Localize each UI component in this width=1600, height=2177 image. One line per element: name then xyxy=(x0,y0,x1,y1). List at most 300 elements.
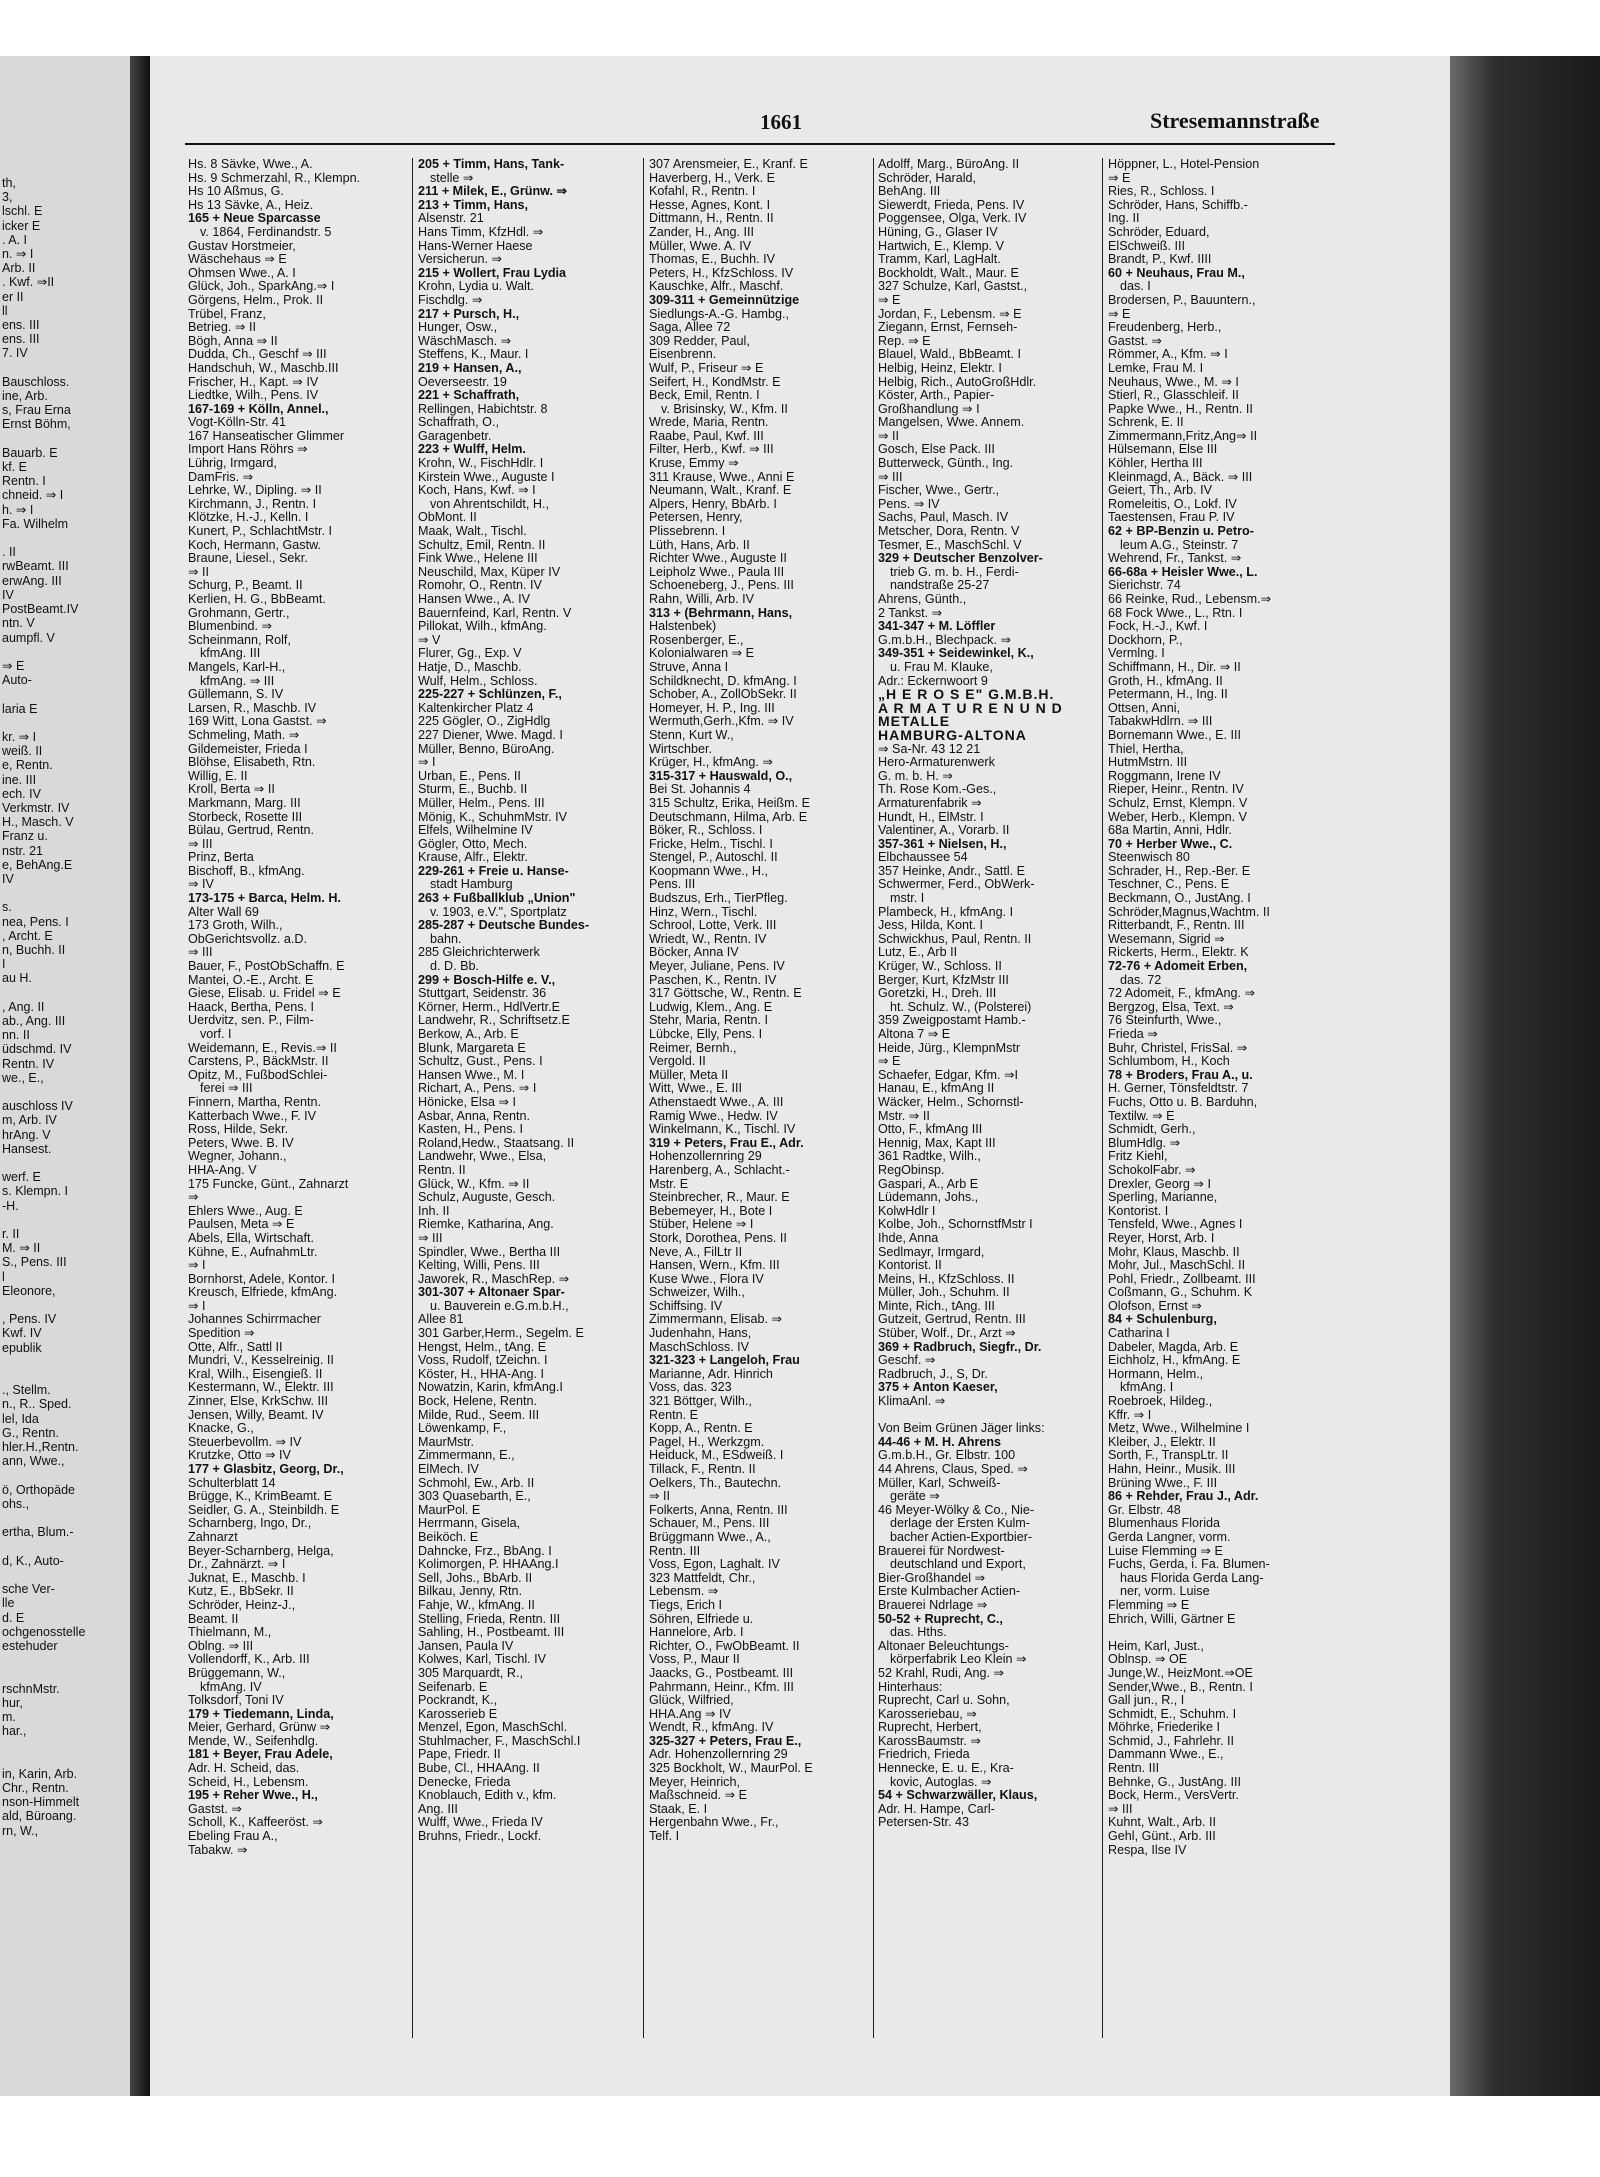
left-fragment-line: har., xyxy=(2,1724,27,1739)
directory-entry: ⇒ E xyxy=(1108,171,1131,185)
directory-entry: Fuchs, Otto u. B. Barduhn, xyxy=(1108,1095,1258,1109)
left-fragment-line: hur, xyxy=(2,1695,23,1710)
directory-entry: Schröder, Heinz-J., xyxy=(188,1598,296,1612)
directory-entry: Textilw. ⇒ E xyxy=(1108,1109,1175,1123)
left-fragment-line: Auto- xyxy=(2,673,32,688)
directory-entry: 301 Garber,Herm., Segelm. E xyxy=(418,1327,584,1341)
directory-entry: 375 + Anton Kaeser, xyxy=(878,1381,998,1395)
directory-entry: Handschuh, W., Maschb.III xyxy=(188,361,339,375)
directory-entry: Rentn. E xyxy=(649,1408,699,1422)
left-fragment-line: s, Frau Erna xyxy=(2,403,71,418)
directory-entry: ObMont. II xyxy=(418,511,477,525)
directory-entry: u. Frau M. Klauke, xyxy=(890,660,993,674)
directory-entry: 263 + Fußballklub „Union" xyxy=(418,892,576,906)
left-fragment-line xyxy=(2,432,135,446)
directory-entry: haus Florida Gerda Lang- xyxy=(1120,1571,1264,1585)
directory-entry: Ramig Wwe., Hedw. IV xyxy=(649,1109,778,1123)
directory-entry: Wulf, P., Friseur ⇒ E xyxy=(649,361,764,375)
directory-entry: Kleiber, J., Elektr. II xyxy=(1108,1435,1216,1449)
directory-entry: Schulterblatt 14 xyxy=(188,1476,276,1490)
directory-entry: Thielmann, M., xyxy=(188,1626,272,1640)
directory-entry: Blöhse, Elisabeth, Rtn. xyxy=(188,756,316,770)
directory-entry: 285-287 + Deutsche Bundes- xyxy=(418,919,590,933)
directory-entry: v. 1903, e.V.", Sportplatz xyxy=(430,905,567,919)
directory-entry: Poggensee, Olga, Verk. IV xyxy=(878,212,1027,226)
directory-entry: Ruprecht, Carl u. Sohn, xyxy=(878,1694,1010,1708)
left-fragment-line: ntn. V xyxy=(2,616,35,631)
directory-entry: „H E R O S E" G.M.B.H. xyxy=(878,688,1055,702)
directory-entry: Krohn, W., FischHdlr. I xyxy=(418,457,544,471)
directory-entry: Schweizer, Wilh., xyxy=(649,1286,745,1300)
left-fragment-line xyxy=(2,1085,135,1099)
directory-entry: Meins, H., KfzSchloss. II xyxy=(878,1272,1015,1286)
directory-entry: Voss, Rudolf, tZeichn. I xyxy=(418,1354,548,1368)
directory-entry: Junge,W., HeizMont.⇒OE xyxy=(1108,1666,1253,1680)
directory-entry: Meier, Gerhard, Grünw ⇒ xyxy=(188,1721,331,1735)
directory-entry: 285 Gleichrichterwerk xyxy=(418,946,540,960)
directory-entry: 211 + Milek, E., Grünw. ⇒ xyxy=(418,185,568,199)
left-fragment-line: epublik xyxy=(2,1340,42,1355)
directory-entry: v. Brisinsky, W., Kfm. II xyxy=(661,402,788,416)
directory-entry: Asbar, Anna, Rentn. xyxy=(418,1109,531,1123)
directory-entry: Pagel, H., Werkzgm. xyxy=(649,1435,765,1449)
directory-entry: Vogt-Kölln-Str. 41 xyxy=(188,416,287,430)
column-divider xyxy=(1102,158,1103,2038)
directory-entry: Bruhns, Friedr., Lockf. xyxy=(418,1830,542,1844)
directory-entry: Blauel, Wald., BbBeamt. I xyxy=(878,348,1022,362)
directory-entry: Kutz, E., BbSekr. II xyxy=(188,1585,294,1599)
directory-entry: Böker, R., Schloss. I xyxy=(649,824,763,838)
directory-entry: Catharina I xyxy=(1108,1327,1170,1341)
directory-entry: Hs 10 Aßmus, G. xyxy=(188,185,284,199)
directory-entry: Stehr, Maria, Rentn. I xyxy=(649,1014,768,1028)
directory-entry: Köhler, Hertha III xyxy=(1108,457,1203,471)
directory-entry: Schröder,Magnus,Wachtm. II xyxy=(1108,905,1270,919)
directory-entry: Müller, Karl, Schweiß- xyxy=(878,1476,1001,1490)
directory-entry: Otte, Alfr., Sattl II xyxy=(188,1340,283,1354)
directory-entry: Schoeneberg, J., Pens. III xyxy=(649,579,794,593)
directory-entry: 309-311 + Gemeinnützige xyxy=(649,293,800,307)
directory-entry: Gr. Elbstr. 48 xyxy=(1108,1503,1181,1517)
directory-entry: Gustav Horstmeier, xyxy=(188,239,296,253)
directory-entry: 221 + Schaffrath, xyxy=(418,389,520,403)
directory-entry: Höppner, L., Hotel-Pension xyxy=(1108,158,1260,171)
directory-entry: Marianne, Adr. Hinrich xyxy=(649,1367,773,1381)
directory-entry: Hanau, E., kfmAng II xyxy=(878,1082,995,1096)
directory-entry: Minte, Rich., tAng. III xyxy=(878,1299,995,1313)
directory-entry: Judenhahn, Hans, xyxy=(649,1327,752,1341)
directory-entry: Lebensm. ⇒ xyxy=(649,1585,719,1599)
left-fragment-line: Ernst Böhm, xyxy=(2,417,71,432)
left-fragment-line: th, xyxy=(2,176,16,190)
left-fragment-line: chneid. ⇒ I xyxy=(2,488,64,503)
left-fragment-line: Arb. II xyxy=(2,261,36,276)
left-fragment-line: s. Klempn. I xyxy=(2,1184,68,1199)
directory-entry: ⇒ E xyxy=(878,1055,901,1069)
directory-entry: 317 Göttsche, W., Rentn. E xyxy=(649,987,802,1001)
directory-entry: Bergzog, Elsa, Text. ⇒ xyxy=(1108,1000,1234,1014)
directory-entry: Hs. 8 Sävke, Wwe., A. xyxy=(188,158,313,171)
directory-entry: d. D. Bb. xyxy=(430,960,479,974)
directory-entry: v. 1864, Ferdinandstr. 5 xyxy=(200,225,332,239)
left-fragment-line: werf. E xyxy=(2,1170,41,1185)
left-fragment-line xyxy=(2,716,135,730)
directory-entry: 357 Heinke, Andr., Sattl. E xyxy=(878,864,1026,878)
directory-entry: Hansen Wwe., A. IV xyxy=(418,593,530,606)
directory-entry: Brüggmann Wwe., A., xyxy=(649,1530,771,1544)
directory-entry: Folkerts, Anna, Rentn. III xyxy=(649,1503,788,1517)
directory-entry: Witt, Wwe., E. III xyxy=(649,1082,743,1096)
directory-entry: Riemke, Katharina, Ang. xyxy=(418,1218,554,1232)
directory-entry: Menzel, Egon, MaschSchl. xyxy=(418,1721,568,1735)
directory-entry: 84 + Schulenburg, xyxy=(1108,1313,1217,1327)
directory-entry: Kirchmann, J., Rentn. I xyxy=(188,497,317,511)
directory-entry: Armaturenfabrik ⇒ xyxy=(878,796,982,810)
directory-entry: KolwHdlr I xyxy=(878,1204,936,1218)
directory-entry: Bauer, F., PostObSchaffn. E xyxy=(188,960,345,974)
left-fragment-line: d. E xyxy=(2,1610,25,1625)
directory-entry: Kopp, A., Rentn. E xyxy=(649,1422,753,1436)
directory-entry: 307 Arensmeier, E., Kranf. E xyxy=(649,158,808,171)
directory-entry: Haverberg, H., Verk. E xyxy=(649,171,775,185)
left-fragment-line: rschnMstr. xyxy=(2,1681,60,1696)
directory-entry: RegObinsp. xyxy=(878,1163,945,1177)
left-fragment-line: nea, Pens. I xyxy=(2,914,69,929)
directory-entry: das. I xyxy=(1120,280,1151,294)
left-fragment-line: H., Masch. V xyxy=(2,815,74,830)
directory-entry: Karosserieb E xyxy=(418,1707,498,1721)
directory-entry: stadt Hamburg xyxy=(430,878,513,892)
directory-entry: Kauschke, Alfr., Maschf. xyxy=(649,280,784,294)
directory-entry: Dudda, Ch., Geschf ⇒ III xyxy=(188,348,327,362)
directory-entry: Teschner, C., Pens. E xyxy=(1108,878,1230,892)
directory-entry: Athenstaedt Wwe., A. III xyxy=(649,1095,784,1109)
directory-entry: Papke Wwe., H., Rentn. II xyxy=(1108,402,1253,416)
directory-entry: Schlumbom, H., Koch xyxy=(1108,1055,1230,1069)
directory-entry: Lübcke, Elly, Pens. I xyxy=(649,1028,763,1041)
directory-entry: Löwenkamp, F., xyxy=(418,1422,507,1436)
directory-entry: A R M A T U R E N U N D xyxy=(878,701,1063,716)
left-fragment-line: rwBeamt. III xyxy=(2,559,69,574)
directory-entry: Wriedt, W., Rentn. IV xyxy=(649,932,767,946)
directory-entry: 225-227 + Schlünzen, F., xyxy=(418,688,562,702)
directory-entry: Gildemeister, Frieda I xyxy=(188,742,308,756)
directory-entry: geräte ⇒ xyxy=(890,1490,940,1504)
directory-entry: 2 Tankst. ⇒ xyxy=(878,606,943,620)
directory-entry: Schrool, Lotte, Verk. III xyxy=(649,919,777,933)
directory-entry: Hennecke, E. u. E., Kra- xyxy=(878,1762,1014,1776)
directory-entry: 169 Witt, Lona Gastst. ⇒ xyxy=(188,715,327,729)
directory-entry: Gall jun., R., I xyxy=(1108,1694,1185,1708)
directory-entry: Kestermann, W., Elektr. III xyxy=(188,1381,334,1395)
directory-entry: Hönicke, Elsa ⇒ I xyxy=(418,1095,517,1109)
directory-entry: Hans-Werner Haese xyxy=(418,239,533,253)
directory-entry: Markmann, Marg. III xyxy=(188,796,301,810)
directory-entry: MaurMstr. xyxy=(418,1435,474,1449)
left-fragment-line xyxy=(2,886,135,900)
directory-entry: Maßschneid. ⇒ E xyxy=(649,1789,748,1803)
directory-entry: Sturm, E., Buchb. II xyxy=(418,783,528,797)
directory-entry: Rentn. III xyxy=(649,1544,701,1558)
directory-entry: Rickerts, Herm., Elektr. K xyxy=(1108,946,1249,960)
left-fragment-line: laria E xyxy=(2,701,38,716)
directory-entry: kfmAng. ⇒ III xyxy=(200,674,275,688)
directory-entry: 66 Reinke, Rud., Lebensm.⇒ xyxy=(1108,593,1272,606)
directory-entry: Giese, Elisab. u. Fridel ⇒ E xyxy=(188,987,341,1001)
directory-entry: Hatje, D., Maschb. xyxy=(418,660,522,674)
directory-entry: Ihde, Anna xyxy=(878,1231,939,1245)
directory-entry: Valentiner, A., Vorarb. II xyxy=(878,824,1010,838)
directory-entry: Ross, Hilde, Sekr. xyxy=(188,1123,289,1137)
page-edge xyxy=(1450,56,1600,2096)
directory-entry: Tolksdorf, Toni IV xyxy=(188,1694,284,1708)
directory-entry: Zahnarzt xyxy=(188,1530,238,1544)
left-fragment-line: . A. I xyxy=(2,232,28,247)
directory-entry: Flemming ⇒ E xyxy=(1108,1598,1190,1612)
left-fragment-line: h. ⇒ I xyxy=(2,502,34,517)
directory-entry: 72-76 + Adomeit Erben, xyxy=(1108,960,1248,974)
left-fragment-line: nn. II xyxy=(2,1028,30,1043)
left-fragment-line: estehuder xyxy=(2,1638,58,1653)
directory-entry: Allee 81 xyxy=(418,1313,464,1327)
directory-entry: Meyer, Juliane, Pens. IV xyxy=(649,960,785,974)
directory-entry xyxy=(878,1409,1100,1423)
directory-entry: Taestensen, Frau P. IV xyxy=(1108,511,1235,525)
directory-entry: Heiduck, M., ESdweiß. I xyxy=(649,1449,784,1463)
directory-entry: Tabakw. ⇒ xyxy=(188,1843,248,1857)
directory-entry: 325 Bockholt, W., MaurPol. E xyxy=(649,1762,813,1776)
directory-entry: Fricke, Helm., Tischl. I xyxy=(649,837,773,851)
directory-entry: Fischdlg. ⇒ xyxy=(418,293,483,307)
directory-entry: Frieda ⇒ xyxy=(1108,1028,1158,1041)
directory-entry: Gerda Langner, vorm. xyxy=(1108,1530,1231,1544)
directory-entry: Schaffrath, O., xyxy=(418,416,499,430)
directory-entry: Kolonialwaren ⇒ E xyxy=(649,647,755,661)
left-fragment-line: Bauarb. E xyxy=(2,445,58,460)
directory-entry: Hannelore, Arb. I xyxy=(649,1626,744,1640)
directory-entry: Blunk, Margareta E xyxy=(418,1041,526,1055)
directory-entry: Opitz, M., FußbodSchlei- xyxy=(188,1068,328,1082)
directory-entry: leum A.G., Steinstr. 7 xyxy=(1120,538,1239,552)
directory-entry: 319 + Peters, Frau E., Adr. xyxy=(649,1136,804,1150)
directory-entry: Erste Kulmbacher Actien- xyxy=(878,1585,1021,1599)
directory-entry: 315-317 + Hauswald, O., xyxy=(649,769,793,783)
directory-entry: Stuttgart, Seidenstr. 36 xyxy=(418,987,547,1001)
directory-entry: 223 + Wulff, Helm. xyxy=(418,443,526,457)
directory-entry: Ehlers Wwe., Aug. E xyxy=(188,1204,303,1218)
directory-entry: ⇒ IV xyxy=(188,878,214,892)
left-fragment-line xyxy=(2,1369,135,1383)
left-fragment-line: m. xyxy=(2,1709,16,1724)
directory-entry: 165 + Neue Sparcasse xyxy=(188,212,321,226)
directory-entry: Abels, Ella, Wirtschaft. xyxy=(188,1231,314,1245)
directory-entry: Glück, W., Kfm. ⇒ II xyxy=(418,1177,530,1191)
directory-entry: Krüger, W., Schloss. II xyxy=(878,960,1002,974)
directory-entry: Metz, Wwe., Wilhelmine I xyxy=(1108,1422,1250,1436)
directory-entry: Ries, R., Schloss. I xyxy=(1108,185,1215,199)
directory-entry: MaschSchloss. IV xyxy=(649,1340,750,1354)
left-fragment-line: Rentn. I xyxy=(2,474,46,489)
directory-entry: kfmAng. I xyxy=(1120,1381,1174,1395)
left-fragment-line: 3, xyxy=(2,190,13,205)
left-fragment-line xyxy=(2,1753,135,1767)
left-fragment-line: rn, W., xyxy=(2,1823,39,1838)
directory-entry: Stierl, R., Glasschleif. II xyxy=(1108,389,1239,403)
directory-entry: Seifert, H., KondMstr. E xyxy=(649,375,781,389)
directory-entry: kfmAng. IV xyxy=(200,1680,262,1694)
directory-entry: Kuse Wwe., Flora IV xyxy=(649,1272,764,1286)
directory-entry: Beyer-Scharnberg, Helga, xyxy=(188,1544,334,1558)
directory-entry: Müller, Joh., Schuhm. II xyxy=(878,1286,1010,1300)
directory-entry: Sender,Wwe., B., Rentn. I xyxy=(1108,1680,1253,1694)
directory-entry: Hohenzollernring 29 xyxy=(649,1150,762,1164)
directory-entry: Brauerei für Nordwest- xyxy=(878,1544,1005,1558)
directory-entry: 76 Steinfurth, Wwe., xyxy=(1108,1014,1222,1028)
directory-entry: Wehrend, Fr., Tankst. ⇒ xyxy=(1108,552,1242,566)
directory-entry: Nowatzin, Karin, kfmAng.I xyxy=(418,1381,563,1395)
left-fragment-line: icker E xyxy=(2,218,41,233)
left-fragment-line: Bauschloss. xyxy=(2,374,70,389)
directory-entry: Zimmermann, E., xyxy=(418,1449,515,1463)
left-fragment-line: PostBeamt.IV xyxy=(2,602,79,617)
directory-entry: Görgens, Helm., Prok. II xyxy=(188,293,324,307)
directory-entry: Sierichstr. 74 xyxy=(1108,579,1181,593)
directory-entry: ⇒ III xyxy=(188,946,213,960)
left-fragment-line: nstr. 21 xyxy=(2,843,43,858)
directory-entry: Hansen Wwe., M. I xyxy=(418,1068,525,1082)
directory-entry: 213 + Timm, Hans, xyxy=(418,198,529,212)
directory-entry: Grohmann, Gertr., xyxy=(188,606,290,620)
directory-entry: Drexler, Georg ⇒ I xyxy=(1108,1177,1211,1191)
directory-entry: 86 + Rehder, Frau J., Adr. xyxy=(1108,1490,1259,1504)
directory-entry: Ziegann, Ernst, Fernseh- xyxy=(878,321,1018,335)
directory-entry: BlumHdlg. ⇒ xyxy=(1108,1136,1181,1150)
directory-entry: Körner, Herm., HdlVertr.E xyxy=(418,1000,561,1014)
directory-entry: ⇒ III xyxy=(188,837,213,851)
directory-entry: Willig, E. II xyxy=(188,769,248,783)
directory-entry: Sedlmayr, Irmgard, xyxy=(878,1245,985,1259)
left-fragment-line: lschl. E xyxy=(2,204,43,219)
directory-entry: Krohn, Lydia u. Walt. xyxy=(418,280,534,294)
left-fragment-line xyxy=(2,531,135,545)
directory-entry: Koch, Hermann, Gastw. xyxy=(188,538,321,552)
directory-entry: Oelkers, Th., Bautechn. xyxy=(649,1476,782,1490)
directory-entry: Köster, H., HHA-Ang. I xyxy=(418,1367,544,1381)
left-fragment-line: ens. III xyxy=(2,332,40,347)
directory-entry: 309 Redder, Paul, xyxy=(649,334,750,348)
directory-entry: Hansen, Wern., Kfm. III xyxy=(649,1259,780,1273)
directory-entry: Johannes Schirrmacher xyxy=(188,1313,321,1327)
directory-entry: Pockrandt, K., xyxy=(418,1694,498,1708)
directory-entry: von Ahrentschildt, H., xyxy=(430,497,550,511)
directory-entry: Krüger, H., kfmAng. ⇒ xyxy=(649,756,773,770)
directory-entry: Schmid, J., Fahrlehr. II xyxy=(1108,1734,1234,1748)
directory-entry: Schultz, Gust., Pens. I xyxy=(418,1055,543,1069)
directory-entry: Gehl, Günt., Arb. III xyxy=(1108,1830,1216,1844)
directory-entry: Pens. ⇒ IV xyxy=(878,497,940,511)
left-fragment-line: ech. IV xyxy=(2,786,41,801)
directory-entry: 173-175 + Barca, Helm. H. xyxy=(188,892,341,906)
directory-entry: Koopmann Wwe., H., xyxy=(649,864,768,878)
directory-entry: Kühne, E., AufnahmLtr. xyxy=(188,1245,318,1259)
directory-entry: MaurPol. E xyxy=(418,1503,481,1517)
left-fragment-line xyxy=(2,1568,135,1582)
directory-entry: Hüning, G., Glaser IV xyxy=(878,225,998,239)
directory-entry: Bornhorst, Adele, Kontor. I xyxy=(188,1272,336,1286)
directory-entry: Kofahl, R., Rentn. I xyxy=(649,185,756,199)
directory-entry: bahn. xyxy=(430,932,462,946)
directory-entry: Kreusch, Elfriede, kfmAng. xyxy=(188,1286,338,1300)
directory-entry: Mstr. E xyxy=(649,1177,689,1191)
directory-entry: Fuchs, Gerda, i. Fa. Blumen- xyxy=(1108,1558,1270,1572)
directory-entry: Jaacks, G., Postbeamt. III xyxy=(649,1666,794,1680)
directory-entry: Stenn, Kurt W., xyxy=(649,728,734,742)
directory-entry: Thiel, Hertha, xyxy=(1108,742,1184,756)
directory-entry: Von Beim Grünen Jäger links: xyxy=(878,1422,1045,1436)
directory-entry xyxy=(1108,1626,1330,1640)
directory-entry: Peters, H., KfzSchloss. IV xyxy=(649,266,794,280)
directory-entry: Ehrich, Willi, Gärtner E xyxy=(1108,1612,1236,1626)
directory-entry: Mangels, Karl-H., xyxy=(188,660,286,674)
left-fragment-line: . Kwf. ⇒II xyxy=(2,275,55,290)
directory-entry: 361 Radtke, Wilh., xyxy=(878,1150,981,1164)
directory-entry: Kunert, P., SchlachtMstr. I xyxy=(188,525,332,539)
directory-entry: Pohl, Friedr., Zollbeamt. III xyxy=(1108,1272,1256,1286)
directory-entry: Brandt, P., Kwf. IIII xyxy=(1108,253,1212,267)
directory-entry: Sachs, Paul, Masch. IV xyxy=(878,511,1009,525)
directory-entry: Brodersen, P., Bauuntern., xyxy=(1108,293,1256,307)
directory-entry: Schiffmann, H., Dir. ⇒ II xyxy=(1108,660,1241,674)
directory-entry: Respa, Ilse IV xyxy=(1108,1843,1187,1857)
directory-entry: Staak, E. I xyxy=(649,1802,708,1816)
directory-entry: Weidemann, E., Revis.⇒ II xyxy=(188,1041,337,1055)
directory-entry: 70 + Herber Wwe., C. xyxy=(1108,837,1233,851)
directory-entry: Dr., Zahnärzt. ⇒ I xyxy=(188,1558,286,1572)
directory-entry: 195 + Reher Wwe., H., xyxy=(188,1789,318,1803)
directory-entry: Beamt. II xyxy=(188,1612,239,1626)
directory-entry: Sahling, H., Postbeamt. III xyxy=(418,1626,565,1640)
directory-entry: Bier-Großhandel ⇒ xyxy=(878,1571,986,1585)
directory-entry: Jansen, Paula IV xyxy=(418,1639,514,1653)
directory-entry: Frischer, H., Kapt. ⇒ IV xyxy=(188,375,319,389)
directory-entry: Carstens, P., BäckMstr. II xyxy=(188,1055,329,1069)
directory-entry: Adr.: Eckernwoort 9 xyxy=(878,674,988,688)
directory-entry: Schmidt, Gerh., xyxy=(1108,1123,1196,1137)
left-fragment-line: weiß. II xyxy=(2,744,43,759)
directory-entry: Beckmann, O., JustAng. I xyxy=(1108,892,1251,906)
directory-entry: Seifenarb. E xyxy=(418,1680,488,1694)
directory-entry: Milde, Rud., Seem. III xyxy=(418,1408,540,1422)
left-fragment-line: , Pens. IV xyxy=(2,1312,57,1327)
directory-entry: Roebroek, Hildeg., xyxy=(1108,1395,1213,1409)
directory-entry: Elbchaussee 54 xyxy=(878,851,968,865)
directory-entry: 62 + BP-Benzin u. Petro- xyxy=(1108,525,1254,539)
directory-entry: 167-169 + Kölln, Annel., xyxy=(188,402,329,416)
directory-entry: Kolimorgen, P. HHAAng.I xyxy=(418,1558,559,1572)
left-fragment-line: ine, Arb. xyxy=(2,389,48,404)
directory-entry: Maak, Walt., Tischl. xyxy=(418,525,527,539)
directory-entry: Liedtke, Wilh., Pens. IV xyxy=(188,389,319,403)
directory-entry: Hinz, Wern., Tischl. xyxy=(649,905,758,919)
directory-entry: ferei ⇒ III xyxy=(200,1082,253,1096)
directory-entry: ⇒ II xyxy=(188,565,210,579)
left-fragment-line xyxy=(2,361,135,375)
directory-entry: Buhr, Christel, FrisSal. ⇒ xyxy=(1108,1041,1248,1055)
directory-entry: Leipholz Wwe., Paula III xyxy=(649,565,785,579)
directory-entry: derlage der Ersten Kulm- xyxy=(890,1517,1030,1531)
directory-entry: Stüber, Wolf., Dr., Arzt ⇒ xyxy=(878,1327,1016,1341)
directory-entry: Landwehr, R., Schriftsetz.E xyxy=(418,1014,570,1028)
